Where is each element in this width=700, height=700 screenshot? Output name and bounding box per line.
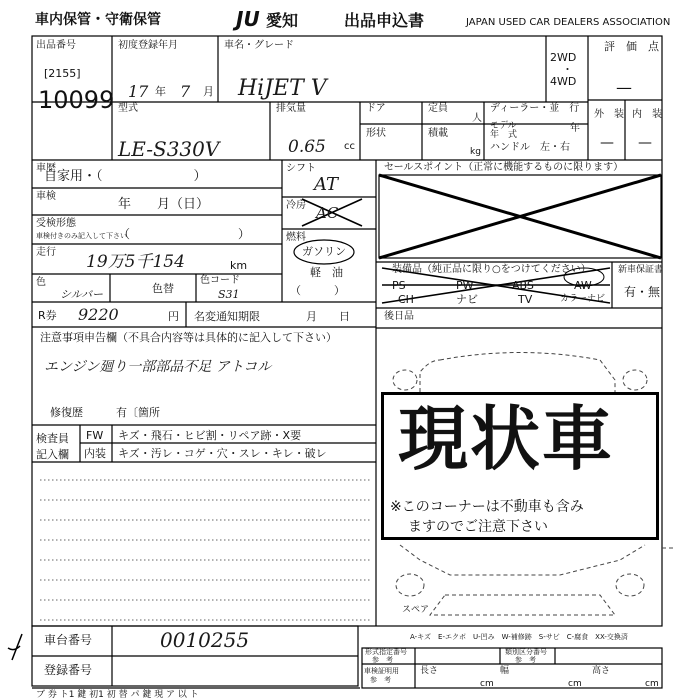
inspection-label: 受検形態 xyxy=(36,218,76,229)
repair-label: 修復歴 xyxy=(50,406,83,419)
name-change-label: 名変通知期限 xyxy=(194,310,260,323)
shaken-value: 年 月（日） xyxy=(118,197,210,212)
fuel-gas: ガソリン xyxy=(302,245,346,258)
warranty-label: 新車保証書 xyxy=(618,265,664,275)
year-unit: 年 xyxy=(155,85,166,98)
equip-color-navi: カラーナビ xyxy=(560,294,606,304)
handle-label: ハンドル 左・右 xyxy=(490,142,570,153)
after-fit-label: 後日品 xyxy=(384,311,414,322)
width-unit: cm xyxy=(568,679,582,689)
stamp-note-2: ますのでご注意下さい xyxy=(408,519,548,535)
lot-number-label: 出品番号 xyxy=(36,40,76,51)
interior-label: 内 装 xyxy=(632,109,662,120)
inspector-label: 検査員 記入欄 xyxy=(36,432,69,461)
kg-unit: kg xyxy=(470,147,481,157)
spare-label: スペア xyxy=(402,605,430,615)
english-title: JAPAN USED CAR DEALERS ASSOCIATION xyxy=(466,17,671,28)
equip-pw: PW xyxy=(456,279,474,292)
yen-unit: 円 xyxy=(168,310,179,323)
displacement-label: 排気量 xyxy=(276,103,306,114)
recycle-label: R券 xyxy=(38,309,57,322)
reg-number-label: 登録番号 xyxy=(44,663,93,677)
drive-2wd: 2WD xyxy=(550,51,577,64)
interior-value: — xyxy=(638,135,652,151)
equip-navi: ナビ xyxy=(456,293,478,306)
color-change-label: 色替 xyxy=(152,282,174,295)
category-reference: 参 考 xyxy=(515,656,536,664)
equip-aw: AW xyxy=(574,279,592,292)
color-code-value: S31 xyxy=(218,288,240,301)
color-value: シルバー xyxy=(60,288,103,301)
cert-label: 車検証明用 xyxy=(364,667,399,675)
first-reg-year: 17 xyxy=(128,82,149,101)
damage-legend: A-キズ E-エクボ U-凹み W-補修跡 S-サビ C-腐食 XX-交換済 xyxy=(410,633,628,641)
displacement-value: 0.65 xyxy=(288,137,326,157)
lot-number: 10099 xyxy=(38,86,115,114)
notice-label: 注意事項申告欄（不具合内容等は具体的に記入して下さい） xyxy=(40,331,337,344)
history-value: 自家用・（ ） xyxy=(44,169,207,184)
equip-ch: CH xyxy=(398,293,414,306)
cooler-label: 冷房 xyxy=(286,200,306,211)
drive-4wd: 4WD xyxy=(550,75,577,88)
cc-unit: cc xyxy=(344,141,355,152)
reference-label: 参 考 xyxy=(372,656,393,664)
lot-sub-number: [2155] xyxy=(44,67,81,80)
equip-abs: ABS xyxy=(512,279,534,292)
shaken-label: 車検 xyxy=(36,191,56,202)
door-label: ドア xyxy=(366,103,386,114)
first-reg-month: 7 xyxy=(180,82,191,101)
month-unit: 月 xyxy=(203,85,214,98)
model-designation-label: 形式指定番号 xyxy=(365,648,407,656)
shape-label: 形状 xyxy=(366,128,386,139)
inspection-paren: （ ） xyxy=(118,227,251,241)
km-unit: km xyxy=(230,259,248,272)
fuel-diesel: 軽 油 xyxy=(310,266,343,279)
equipment-label: 装備品（純正品に限り○をつけてください） xyxy=(392,264,591,275)
height-unit: cm xyxy=(645,679,659,689)
warranty-options: 有・無 xyxy=(624,285,661,299)
fw-label: FW xyxy=(86,429,104,442)
mileage-value: 19万5千154 xyxy=(86,252,185,272)
status-stamp: 現状車 xyxy=(398,398,614,480)
sales-point-label: セールスポイント（正常に機能するものに限ります） xyxy=(384,162,624,173)
cooler-value: AC xyxy=(316,204,339,222)
shift-value: AT xyxy=(314,174,339,195)
fuel-paren: （ ） xyxy=(290,284,345,297)
repair-value: 有〔箇所 xyxy=(116,406,160,419)
rating-value: — xyxy=(616,78,632,97)
capacity-label: 定員 xyxy=(428,103,448,114)
first-reg-label: 初度登録年月 xyxy=(118,40,178,51)
ju-logo-icon: JU xyxy=(236,7,260,31)
mileage-label: 走行 xyxy=(36,247,56,258)
color-label: 色 xyxy=(36,277,46,288)
stamp-note-1: ※このコーナーは不動車も含み xyxy=(390,499,584,515)
history-label: 車歴 xyxy=(36,163,56,174)
notice-value: エンジン廻り一部部品不足 アトコル xyxy=(44,359,272,375)
model-year-label: モデル 年 式 xyxy=(490,121,518,140)
load-label: 積載 xyxy=(428,128,448,139)
car-name: HiJET V xyxy=(238,76,327,101)
length-unit: cm xyxy=(480,679,494,689)
name-change-value: 月 日 xyxy=(306,310,350,323)
interior-row-label: 内装 xyxy=(84,447,106,460)
equip-tv: TV xyxy=(518,293,533,306)
recycle-value: 9220 xyxy=(78,305,119,324)
exterior-label: 外 装 xyxy=(594,109,624,120)
storage-title: 車内保管・守衛保管 xyxy=(35,12,161,28)
length-label: 長さ xyxy=(420,666,439,676)
rating-label: 評 価 点 xyxy=(604,40,659,53)
equip-ps: PS xyxy=(392,279,406,292)
shift-label: シフト xyxy=(286,163,316,174)
model-value: LE-S330V xyxy=(118,137,220,161)
exterior-value: — xyxy=(600,135,614,151)
cert-ref: 参 考 xyxy=(370,676,391,684)
drive-dot: ・ xyxy=(562,63,573,76)
year-suffix: 年 xyxy=(570,123,580,134)
form-title: 出品申込書 xyxy=(344,11,425,30)
model-label: 型式 xyxy=(118,103,138,114)
height-label: 高さ xyxy=(592,666,611,676)
inspection-note: 車検付きのみ記入して下さい xyxy=(36,232,127,240)
width-label: 幅 xyxy=(500,666,510,676)
person-unit: 人 xyxy=(472,113,482,124)
car-name-label: 車名・グレード xyxy=(224,40,294,51)
dealer-label: ディーラー・並 行 xyxy=(490,103,580,114)
fuel-label: 燃料 xyxy=(286,232,306,243)
bottom-row: ブ 券 ト1 鍵 初1 初 替 パ 鍵 現 ア 以 ト xyxy=(36,690,199,700)
org-name: 愛知 xyxy=(266,11,299,30)
chassis-value: 0010255 xyxy=(160,628,250,652)
category-label: 類別区分番号 xyxy=(505,648,547,656)
interior-items: キズ・汚レ・コゲ・穴・スレ・キレ・破レ xyxy=(118,447,327,460)
chassis-label: 車台番号 xyxy=(44,633,93,647)
color-code-label: 色コード xyxy=(200,275,240,286)
fw-items: キズ・飛石・ヒビ割・リペア跡・X要 xyxy=(118,429,302,442)
